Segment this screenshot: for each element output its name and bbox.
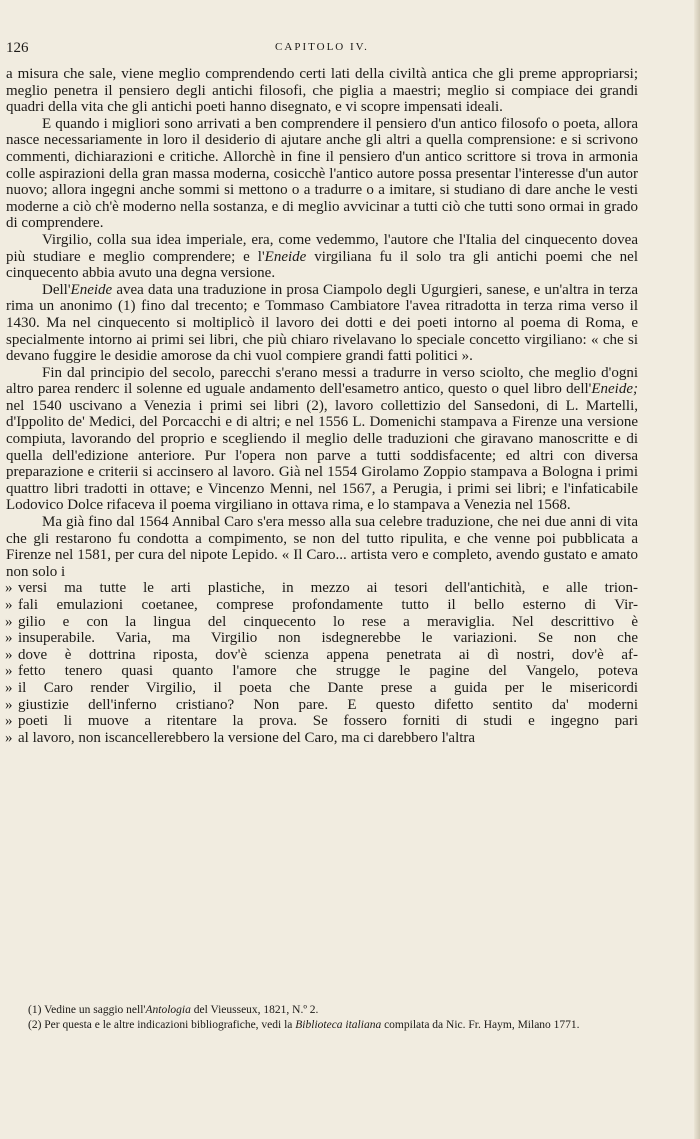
paragraph-continued: a misura che sale, viene meglio comprendendo certi lati della civiltà antica che gli preme appropriarsi; meglio penetra il pensiero degli antichi filosofi, che piglia a maestri; meglio si compiace dei grandi quadri della vita che gli antichi poeti hanno disegnato, e vi scopre impensati ideali.	[6, 66, 638, 116]
quote-line: » versi ma tutte le arti plastiche, in mezzo ai tesori dell'antichità, e alle trion-	[5, 580, 638, 597]
paragraph-commenti: E quando i migliori sono arrivati a ben comprendere il pensiero d'un antico filosofo o poeta, allora nasce necessariamente in loro il desiderio di ajutare anche gli altri a quella comprensione: e si scrivono commenti, dichiarazioni e critiche. Allorchè in fine il pensiero d'un antico scrittore si trova in armonia colle aspirazioni della gran massa moderna, cosicchè l'antico autore possa presentar l'interesse d'un autor nuovo; allora ingegni anche sommi si mettono o a tradurre o a imitare, si studiano di dare anche le vesti moderne a ciò ch'è moderno nella sostanza, e di meglio avvicinar a tutti ciò che tutti sono ormai in grado di comprendere.	[6, 115, 638, 232]
quote-line: » il Caro render Virgilio, il poeta che Dante prese a guida per le misericordi	[5, 679, 638, 696]
quote-line: » fali emulazioni coetanee, comprese profondamente tutto il bello esterno di Vir-	[5, 597, 638, 613]
quote-line: » gilio e con la lingua del cinquecento lo rese a meraviglia. Nel descrittivo è	[5, 613, 638, 630]
footnote-2: (2) Per questa e le altre indicazioni bibliografiche, vedi la Biblioteca italiana compilata da Nic. Fr. Haym, Milano 1771.	[28, 1019, 580, 1031]
quote-line: » giustizie dell'inferno cristiano? Non pare. E questo difetto sentito da' moderni	[5, 696, 638, 713]
page-header	[6, 40, 638, 60]
paragraph-virgilio: Virgilio, colla sua idea imperiale, era, come vedemmo, l'autore che l'Italia del cinquecento dovea più studiare e meglio comprendere; e l'Eneide virgiliana fu il solo tra gli antichi poemi che nel cinquecento abbia avuto una degna versione.	[6, 231, 639, 282]
footnotes	[6, 1003, 638, 1033]
quote-line: » dove è dottrina riposta, dov'è scienza appena penetrata ai dì nostri, dov'è af-	[5, 646, 638, 663]
title-eneide: Eneide;	[591, 381, 638, 398]
page-edge	[694, 0, 700, 1139]
running-head: CAPITOLO IV.	[275, 41, 369, 53]
paragraph-annibal-caro: Ma già fino dal 1564 Annibal Caro s'era messo alla sua celebre traduzione, che nei due anni di vita che gli restarono fu condotta a compimento, se non del tutto ripulita, e che venne poi pubblicata a Firenze nel 1581, per cura del nipote Lepido. « Il Caro... artista vero e completo, avendo gustato e amato non solo i	[6, 514, 638, 580]
quote-line: » fetto tenero quasi quanto l'amore che strugge le pagine del Vangelo, poteva	[5, 663, 638, 680]
main-text	[6, 66, 638, 746]
quotation-block	[6, 580, 638, 746]
title-eneide: Eneide	[70, 281, 113, 298]
quote-line: » al lavoro, non iscancellerebbero la versione del Caro, ma ci darebbero l'altra	[5, 729, 476, 746]
title-eneide: Eneide	[264, 248, 307, 265]
paragraph-verso-sciolto: Fin dal principio del secolo, parecchi s'erano messi a tradurre in verso sciolto, che meglio d'ogni altro parea renderc il solenne ed uguale andamento dell'esametro antico, questo o quel libro dell'Eneide; nel 1540 uscivano a Venezia i primi sei libri (2), lavoro collettizio del Sansedoni, di L. Martelli, d'Ippolito de' Medici, del Porcacchi e di altri; e nel 1556 L. Domenichi stampava a Firenze una versione compiuta, lavorando del proprio e scegliendo il meglio delle traduzioni che giravano manoscritte e di quella dell'edizione anteriore. Pur l'opera non parve a tutti soddisfacente; ed altri con diversa preparazione e criterii si accinsero al lavoro. Già nel 1554 Girolamo Zoppio stampava a Bologna i primi quattro libri tradotti in ottave; e Vincenzo Menni, nel 1567, a Perugia, i primi sei libri; e l'infaticabile Lodovico Dolce rifaceva il poema virgiliano in ottava rima, e lo stampava a Venezia nel 1568.	[6, 364, 638, 514]
paragraph-traduzioni-antiche: Dell'Eneide avea data una traduzione in prosa Ciampolo degli Ugurgieri, sanese, e un'altra in terza rima un anonimo (1) fino dal trecento; e Tommaso Cambiatore l'avea ritradotta in terza rima verso il 1430. Ma nel cinquecento si moltiplicò il lavoro dei dotti e dei poeti intorno al poema di Roma, e specialmente intorno ai primi sei libri, che più chiaro rivelavano lo speciale concetto virgiliano: « che si devano fuggire le desidie amorose da chi vuol compiere grandi fatti politici ».	[6, 281, 638, 365]
quote-line: » insuperabile. Varia, ma Virgilio non isdegnerebbe le variazioni. Se non che	[5, 630, 638, 647]
quote-line: » poeti li muove a ritentare la prova. Se fossero forniti di studi e ingegno pari	[5, 713, 638, 730]
footnote-1: (1) Vedine un saggio nell'Antologia del Vieusseux, 1821, N.º 2.	[28, 1004, 319, 1016]
page-number: 126	[6, 40, 29, 56]
